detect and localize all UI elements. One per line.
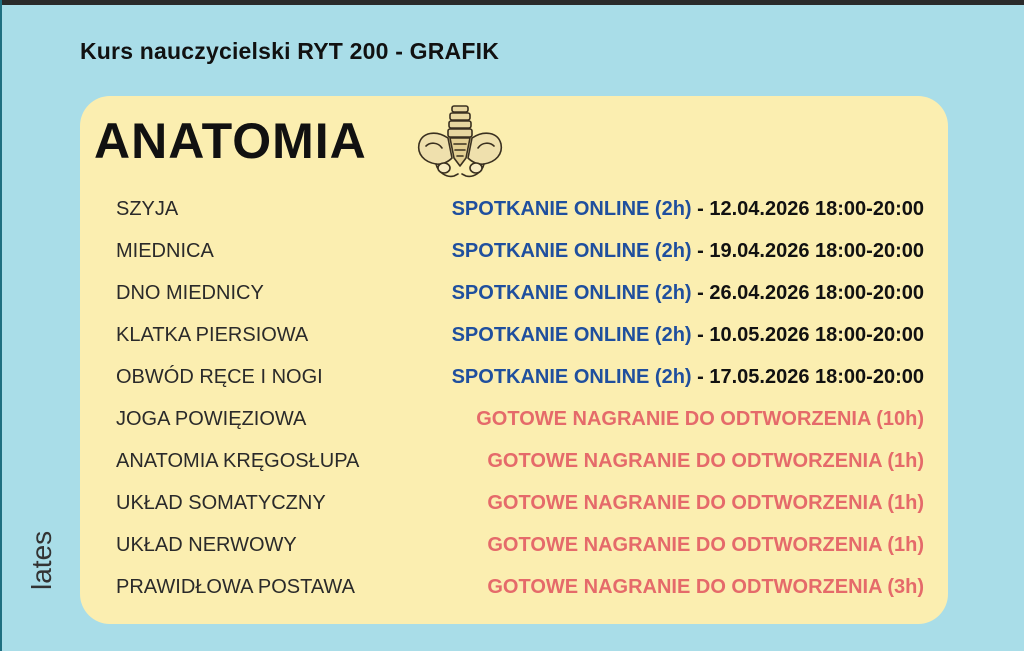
topic-label: UKŁAD SOMATYCZNY bbox=[116, 492, 326, 514]
anatomy-schedule-card bbox=[80, 96, 948, 624]
session-date: 19.04.2026 18:00-20:00 bbox=[709, 240, 924, 262]
session-date: 26.04.2026 18:00-20:00 bbox=[709, 282, 924, 304]
top-border bbox=[0, 0, 1024, 5]
recording-session bbox=[476, 408, 924, 431]
recording-label: GOTOWE NAGRANIE DO ODTWORZENIA (1h) bbox=[487, 492, 924, 514]
schedule-row bbox=[80, 238, 948, 268]
online-session bbox=[452, 324, 924, 347]
section-heading: ANATOMIA bbox=[94, 113, 367, 169]
online-meeting-label: SPOTKANIE ONLINE (2h) bbox=[451, 282, 692, 304]
schedule-row bbox=[80, 280, 948, 310]
schedule-row bbox=[80, 406, 948, 436]
schedule-row bbox=[80, 196, 948, 226]
schedule-row bbox=[80, 490, 948, 520]
left-border bbox=[0, 0, 2, 651]
online-session bbox=[452, 198, 924, 221]
schedule-row bbox=[80, 322, 948, 352]
recording-label: GOTOWE NAGRANIE DO ODTWORZENIA (10h) bbox=[476, 408, 924, 430]
topic-label: DNO MIEDNICY bbox=[116, 282, 264, 304]
online-meeting-label: SPOTKANIE ONLINE (2h) bbox=[451, 198, 692, 220]
separator: - bbox=[691, 198, 710, 220]
recording-session bbox=[487, 576, 924, 599]
online-session bbox=[452, 282, 924, 305]
session-date: 17.05.2026 18:00-20:00 bbox=[709, 366, 924, 388]
separator: - bbox=[691, 282, 710, 304]
recording-label: GOTOWE NAGRANIE DO ODTWORZENIA (1h) bbox=[487, 534, 924, 556]
topic-label: MIEDNICA bbox=[116, 240, 214, 262]
schedule-row bbox=[80, 364, 948, 394]
online-session bbox=[452, 240, 924, 263]
recording-session bbox=[487, 492, 924, 515]
topic-label: PRAWIDŁOWA POSTAWA bbox=[116, 576, 355, 598]
page-title: Kurs nauczycielski RYT 200 - GRAFIK bbox=[80, 38, 500, 64]
recording-label: GOTOWE NAGRANIE DO ODTWORZENIA (3h) bbox=[487, 576, 924, 598]
session-date: 12.04.2026 18:00-20:00 bbox=[709, 198, 924, 220]
recording-session bbox=[487, 534, 924, 557]
online-meeting-label: SPOTKANIE ONLINE (2h) bbox=[451, 366, 692, 388]
topic-label: JOGA POWIĘZIOWA bbox=[116, 408, 307, 430]
topic-label: SZYJA bbox=[116, 198, 179, 220]
pelvis-spine-icon bbox=[414, 102, 506, 184]
recording-session bbox=[487, 450, 924, 473]
separator: - bbox=[691, 240, 710, 262]
separator: - bbox=[691, 366, 710, 388]
schedule-row bbox=[80, 448, 948, 478]
topic-label: UKŁAD NERWOWY bbox=[116, 534, 297, 556]
schedule-row bbox=[80, 574, 948, 604]
recording-label: GOTOWE NAGRANIE DO ODTWORZENIA (1h) bbox=[487, 450, 924, 472]
topic-label: KLATKA PIERSIOWA bbox=[116, 324, 309, 346]
online-meeting-label: SPOTKANIE ONLINE (2h) bbox=[451, 324, 692, 346]
session-date: 10.05.2026 18:00-20:00 bbox=[709, 324, 924, 346]
online-session bbox=[452, 366, 924, 389]
topic-label: OBWÓD RĘCE I NOGI bbox=[116, 366, 323, 388]
online-meeting-label: SPOTKANIE ONLINE (2h) bbox=[451, 240, 692, 262]
separator: - bbox=[691, 324, 710, 346]
topic-label: ANATOMIA KRĘGOSŁUPA bbox=[116, 450, 360, 472]
schedule-row bbox=[80, 532, 948, 562]
side-cropped-text: lates bbox=[26, 530, 57, 590]
